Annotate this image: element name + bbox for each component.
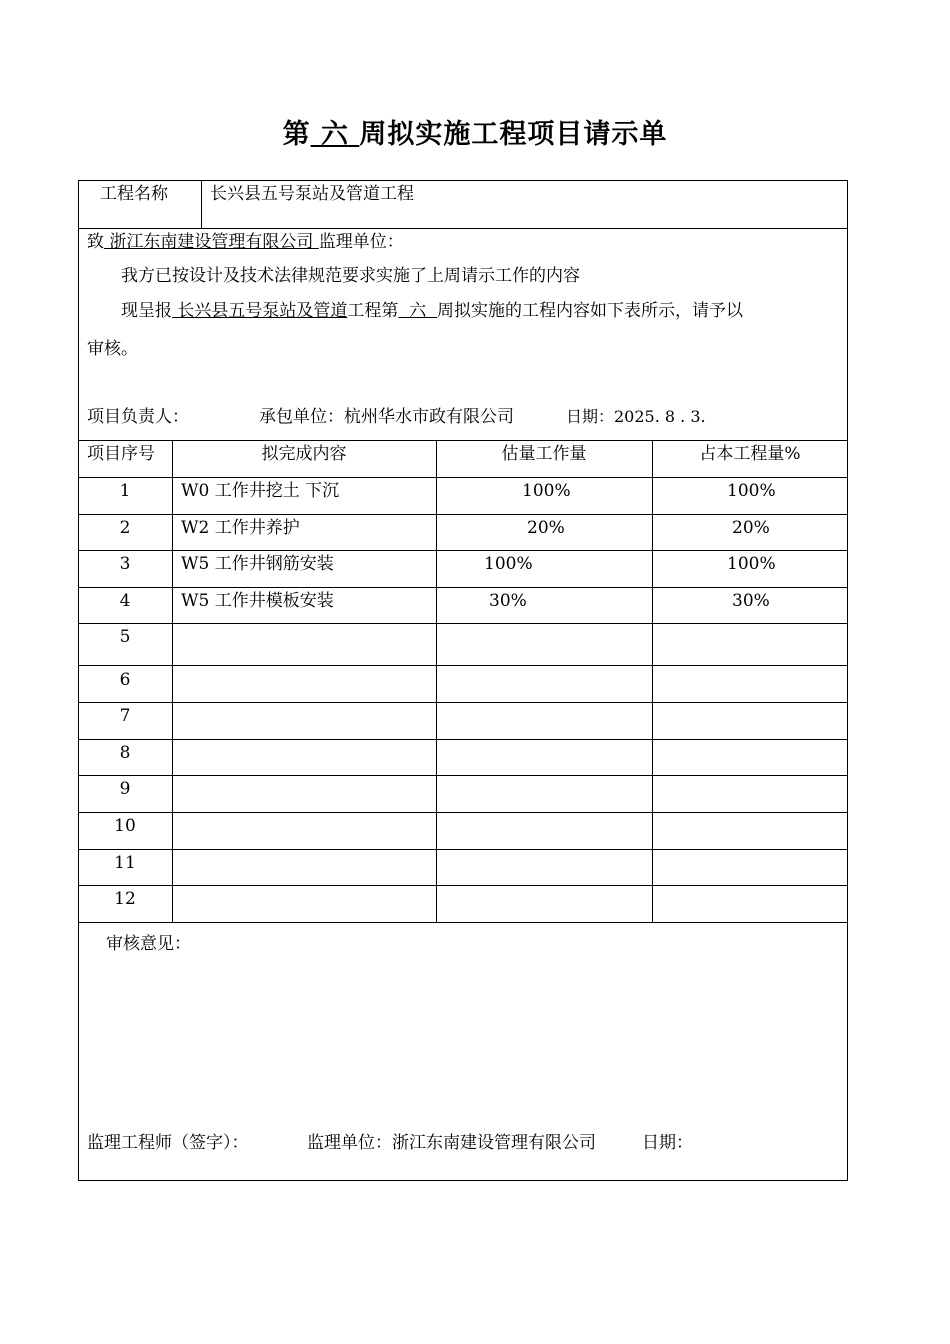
row-estimate: 100% — [484, 554, 533, 574]
row-percent: 100% — [727, 481, 776, 501]
row-number: 11 — [114, 853, 136, 873]
engineer-signature-label: 监理工程师（签字）： — [87, 1133, 249, 1153]
header-estimate: 估量工作量 — [501, 444, 587, 464]
row-number: 1 — [119, 481, 131, 501]
project-name-value: 长兴县五号泵站及管道工程 — [210, 184, 414, 204]
row-percent: 30% — [732, 591, 770, 611]
page-title: 第 六 周拟实施工程项目请示单 — [282, 119, 668, 150]
divider — [201, 180, 202, 228]
paragraph-2: 现呈报 长兴县五号泵站及管道工程第 六 周拟实施的工程内容如下表所示，请予以 — [121, 301, 744, 321]
row-number: 3 — [119, 554, 131, 574]
row-content: W0 工作井挖土 下沉 — [181, 481, 340, 501]
contractor: 承包单位：杭州华水市政有限公司 — [259, 407, 514, 427]
row-estimate: 100% — [522, 481, 571, 501]
row-number: 12 — [114, 889, 136, 909]
submit-date: 日期：2025. 8 . 3. — [566, 407, 706, 426]
paragraph-1: 我方已按设计及技术法律规范要求实施了上周请示工作的内容 — [121, 266, 580, 286]
row-number: 7 — [119, 706, 131, 726]
row-number: 6 — [119, 670, 131, 690]
row-percent: 20% — [732, 518, 770, 538]
row-number: 9 — [119, 779, 131, 799]
row-number: 5 — [119, 627, 131, 647]
row-number: 4 — [119, 591, 131, 611]
project-manager-label: 项目负责人： — [87, 407, 189, 427]
row-estimate: 20% — [527, 518, 565, 538]
row-content: W5 工作井钢筋安装 — [181, 554, 334, 574]
divider — [78, 228, 848, 229]
header-content: 拟完成内容 — [261, 444, 347, 464]
addressee: 致 浙江东南建设管理有限公司 监理单位： — [87, 232, 404, 252]
project-name-label: 工程名称 — [100, 184, 168, 204]
review-label: 审核意见： — [106, 934, 191, 954]
row-percent: 100% — [727, 554, 776, 574]
header-percent: 占本工程量% — [699, 444, 801, 464]
form-frame — [78, 180, 848, 1181]
supervision-unit: 监理单位：浙江东南建设管理有限公司 — [307, 1133, 596, 1153]
row-number: 8 — [119, 743, 131, 763]
row-number: 2 — [119, 518, 131, 538]
paragraph-2-cont: 审核。 — [87, 339, 138, 359]
row-number: 10 — [114, 816, 136, 836]
row-content: W5 工作井模板安装 — [181, 591, 334, 611]
row-estimate: 30% — [489, 591, 527, 611]
review-date-label: 日期： — [642, 1133, 693, 1153]
header-no: 项目序号 — [87, 444, 155, 464]
week-number: 六 — [310, 119, 360, 150]
row-content: W2 工作井养护 — [181, 518, 300, 538]
